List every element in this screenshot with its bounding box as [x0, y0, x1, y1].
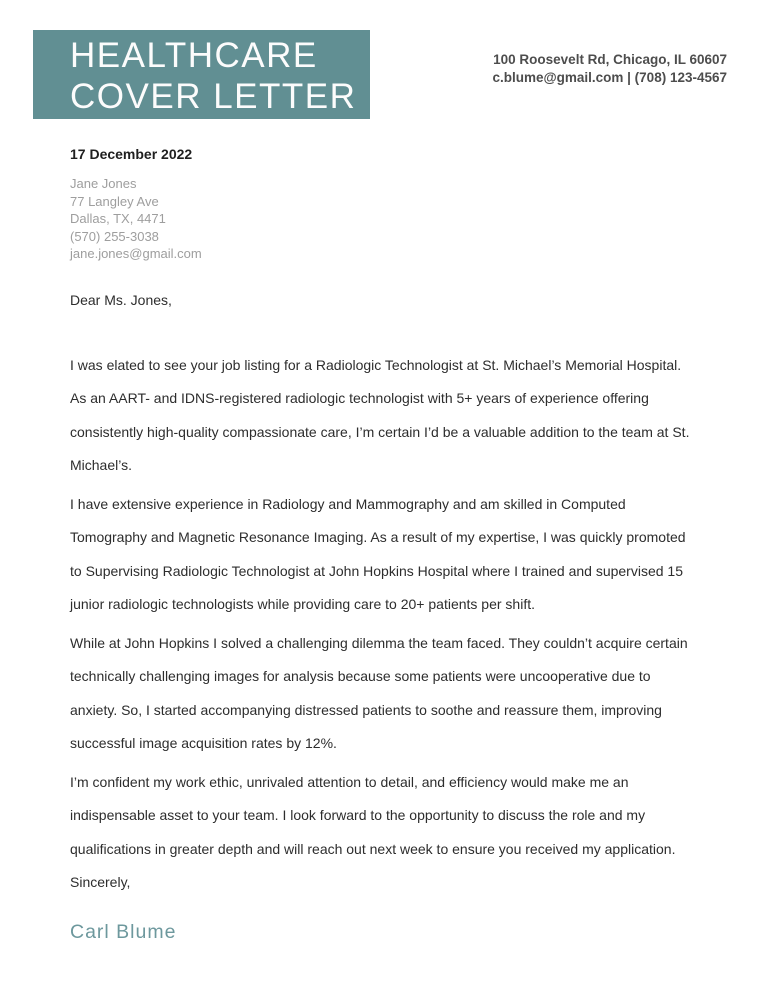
recipient-email: jane.jones@gmail.com — [70, 246, 202, 261]
salutation: Dear Ms. Jones, — [70, 291, 172, 308]
letter-content — [70, 0, 700, 944]
recipient-block — [70, 175, 700, 263]
recipient-city: Dallas, TX, 4471 — [70, 211, 166, 226]
header-title-line-1: HEALTHCARE — [70, 36, 318, 75]
closing: Sincerely, — [70, 874, 131, 890]
sender-email-phone: c.blume@gmail.com | (708) 123-4567 — [492, 70, 727, 85]
signature-name: Carl Blume — [70, 921, 177, 943]
sender-address: 100 Roosevelt Rd, Chicago, IL 60607 — [493, 52, 727, 67]
recipient-street: 77 Langley Ave — [70, 193, 159, 209]
body-paragraph-1: I was elated to see your job listing for a Radiologic Technologist at St. Michael’s Memorial Hospital. As an AART- and IDNS-registered radiologic technologist with 5+ years of experience offering consistently high-quality compassionate care, I’m certain I’d be a valuable addition to the team at St. Michael’s. — [70, 356, 690, 473]
recipient-name: Jane Jones — [70, 176, 137, 191]
body-paragraph-2: I have extensive experience in Radiology and Mammography and am skilled in Computed Tomography and Magnetic Resonance Imaging. As a result of my expertise, I was quickly promoted to Supervising Radiologic Technologist at John Hopkins Hospital where I trained and supervised 15 junior radiologic technologists while providing care to 20+ patients per shift. — [70, 495, 686, 612]
recipient-phone: (570) 255-3038 — [70, 228, 159, 244]
body-paragraph-4: I’m confident my work ethic, unrivaled attention to detail, and efficiency would make me an indispensable asset to your team. I look forward to the opportunity to discuss the role and my qualifications in greater depth and will reach out next week to ensure you received my application. — [70, 773, 676, 857]
body-paragraph-3: While at John Hopkins I solved a challenging dilemma the team faced. They couldn’t acquire certain technically challenging images for analysis because some patients were uncooperative due to anxiety. So, I started accompanying distressed patients to soothe and reassure them, improving successful image acquisition rates by 12%. — [70, 634, 688, 751]
letter-date: 17 December 2022 — [70, 146, 193, 162]
header-title-line-2: COVER LETTER — [70, 77, 357, 116]
